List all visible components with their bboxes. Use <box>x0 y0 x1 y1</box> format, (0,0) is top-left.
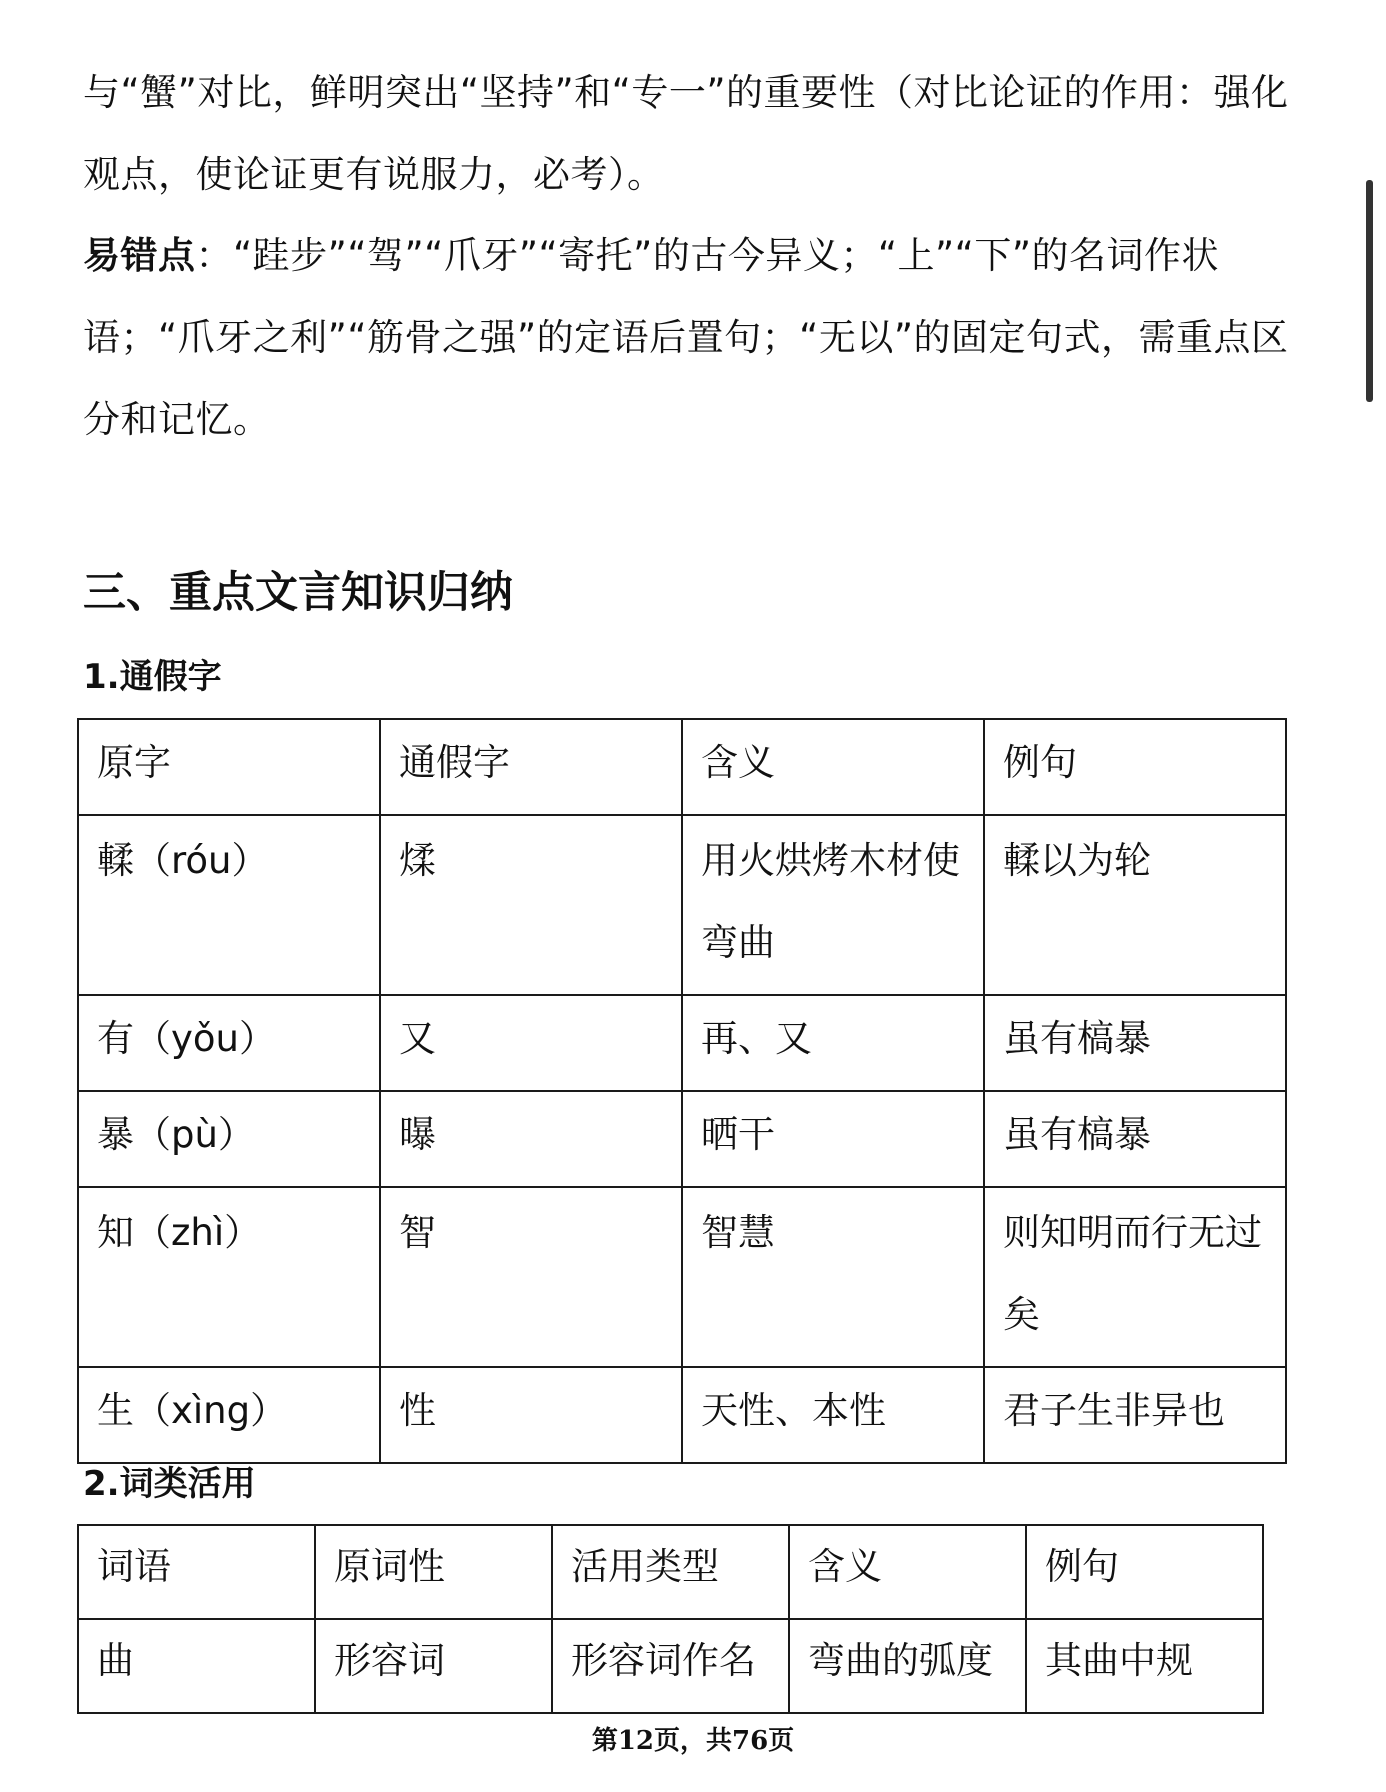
table-cell: 弯曲的弧度 <box>789 1619 1026 1713</box>
table-cell: 生（xìng） <box>78 1367 380 1463</box>
table-header-cell: 含义 <box>789 1525 1026 1619</box>
table-cell: 晒干 <box>682 1091 984 1187</box>
table-row <box>78 995 1286 1091</box>
table-header-cell: 例句 <box>984 719 1286 815</box>
table-header-cell: 活用类型 <box>552 1525 789 1619</box>
table-cell: 虽有槁暴 <box>984 995 1286 1091</box>
scrollbar-thumb[interactable] <box>1366 180 1373 402</box>
table-header-cell: 原字 <box>78 719 380 815</box>
table-header-cell: 含义 <box>682 719 984 815</box>
table-cell: 有（yǒu） <box>78 995 380 1091</box>
table-cell: 知（zhì） <box>78 1187 380 1367</box>
table-header-cell: 原词性 <box>315 1525 552 1619</box>
table-header-cell: 词语 <box>78 1525 315 1619</box>
table-cell: 暴（pù） <box>78 1091 380 1187</box>
error-points-label: 易错点 <box>83 234 196 277</box>
table-row <box>78 1367 1286 1463</box>
table-cell: 天性、本性 <box>682 1367 984 1463</box>
table-cell: 其曲中规 <box>1026 1619 1263 1713</box>
tongjiazi-table <box>77 718 1287 1464</box>
error-points-paragraph <box>83 215 1305 461</box>
table-cell: 輮以为轮 <box>984 815 1286 995</box>
table-row <box>78 1187 1286 1367</box>
table-header-cell: 例句 <box>1026 1525 1263 1619</box>
page-number-footer: 第12页，共76页 <box>591 1726 795 1756</box>
table-cell: 煣 <box>380 815 682 995</box>
body-paragraph: 与“蟹”对比，鲜明突出“坚持”和“专一”的重要性（对比论证的作用：强化观点，使论证更有说服力，必考）。 <box>83 71 1289 196</box>
table-cell: 智 <box>380 1187 682 1367</box>
word-class-table <box>77 1524 1264 1714</box>
table-cell: 虽有槁暴 <box>984 1091 1286 1187</box>
table-cell: 再、又 <box>682 995 984 1091</box>
table-header-row <box>78 719 1286 815</box>
table-cell: 曝 <box>380 1091 682 1187</box>
table-header-cell: 通假字 <box>380 719 682 815</box>
error-points-text: ：“跬步”“驾”“爪牙”“寄托”的古今异义；“上”“下”的名词作状语；“爪牙之利”“筋骨之强”的定语后置句；“无以”的固定句式，需重点区分和记忆。 <box>83 234 1289 441</box>
table-cell: 性 <box>380 1367 682 1463</box>
table-row <box>78 1619 1263 1713</box>
table-cell: 曲 <box>78 1619 315 1713</box>
table-cell: 用火烘烤木材使弯曲 <box>682 815 984 995</box>
table-cell: 又 <box>380 995 682 1091</box>
table-cell: 輮（róu） <box>78 815 380 995</box>
table-cell: 形容词作名 <box>552 1619 789 1713</box>
table-2-title: 2.词类活用 <box>83 1464 256 1504</box>
table-row <box>78 1091 1286 1187</box>
table-cell: 则知明而行无过矣 <box>984 1187 1286 1367</box>
section-title: 三、重点文言知识归纳 <box>83 568 513 618</box>
table-cell: 君子生非异也 <box>984 1367 1286 1463</box>
table-cell: 形容词 <box>315 1619 552 1713</box>
table-cell: 智慧 <box>682 1187 984 1367</box>
table-header-row <box>78 1525 1263 1619</box>
table-row <box>78 815 1286 995</box>
table-1-title: 1.通假字 <box>83 657 222 697</box>
